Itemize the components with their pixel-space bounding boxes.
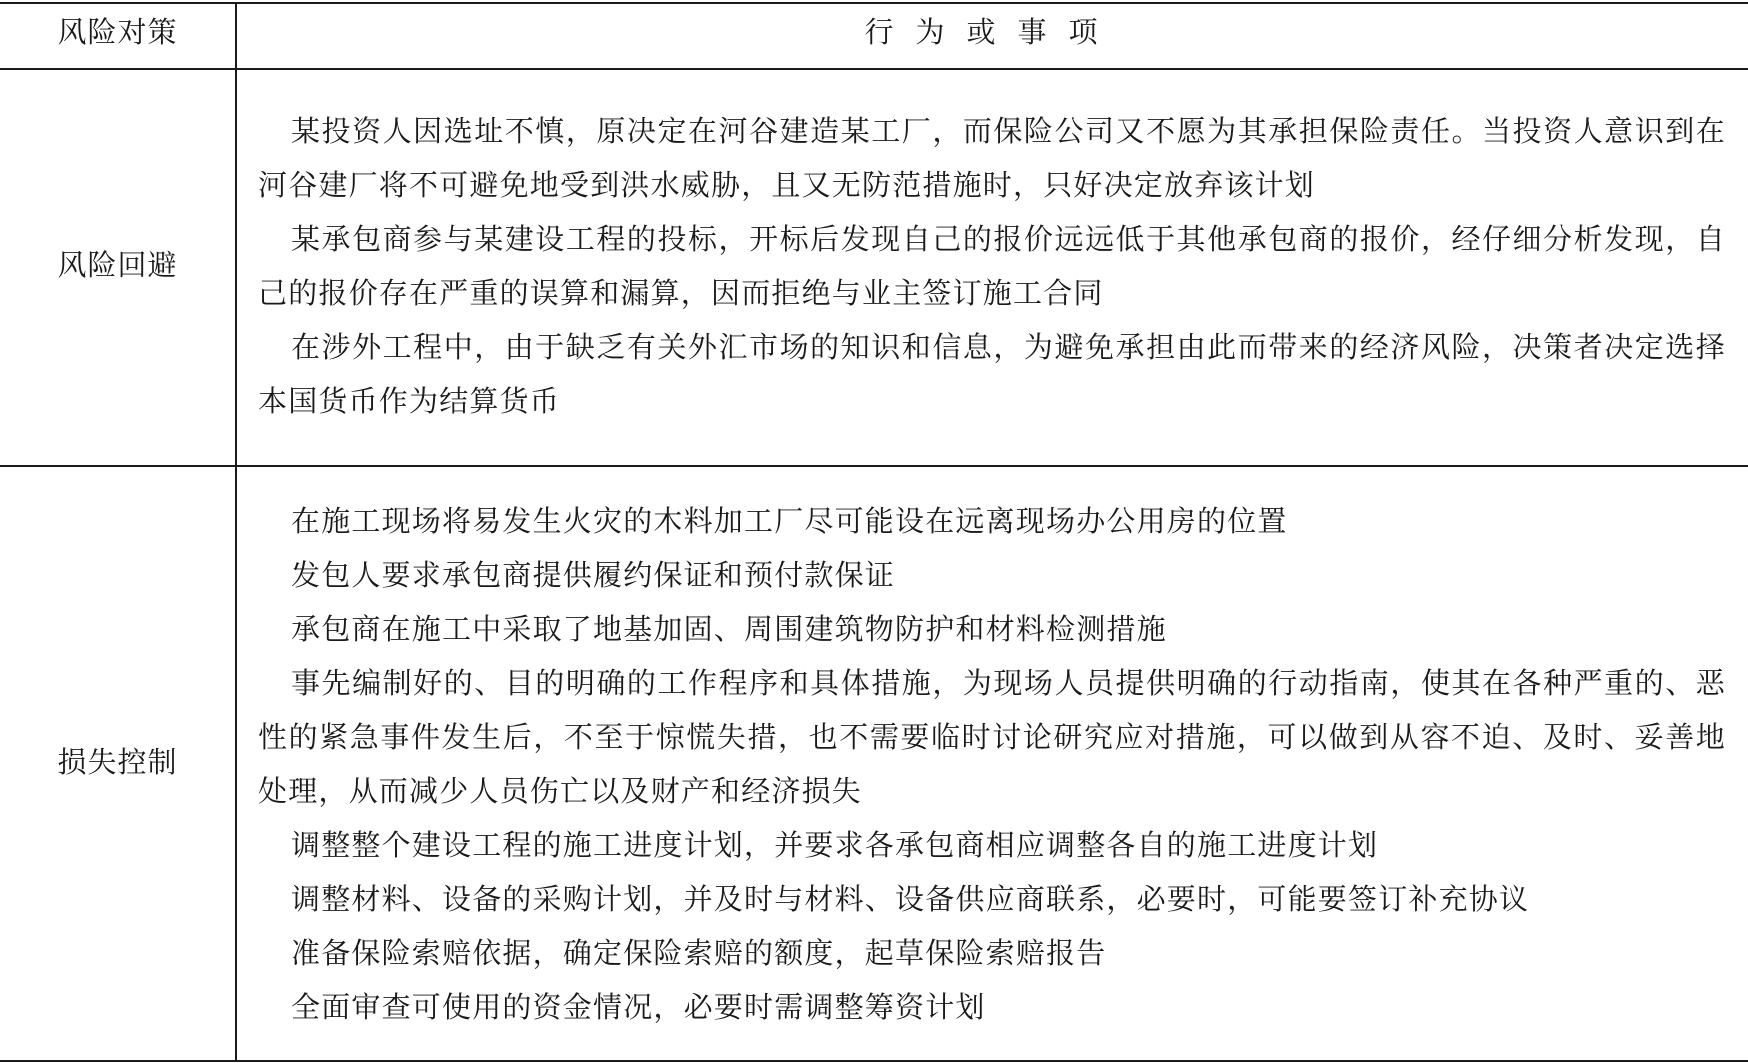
loss-control-items: [258, 494, 1726, 1034]
table-top-border: [0, 2, 1748, 4]
header-actions: 行为或事项: [864, 15, 1120, 49]
list-item: 在施工现场将易发生火灾的木料加工厂尽可能设在远离现场办公用房的位置: [291, 504, 1288, 538]
column-divider: [235, 3, 237, 1061]
avoidance-items: [258, 104, 1726, 428]
list-item: 承包商在施工中采取了地基加固、周围建筑物防护和材料检测措施: [291, 612, 1167, 646]
list-item: 某承包商参与某建设工程的投标，开标后发现自己的报价远远低于其他承包商的报价，经仔细分析发现，自己的报价存在严重的误算和漏算，因而拒绝与业主签订施工合同: [258, 222, 1726, 310]
list-item: 发包人要求承包商提供履约保证和预付款保证: [291, 558, 896, 592]
row-divider: [0, 465, 1748, 467]
header-divider: [0, 68, 1748, 70]
list-item: 调整整个建设工程的施工进度计划，并要求各承包商相应调整各自的施工进度计划: [291, 828, 1379, 862]
list-item: 某投资人因选址不慎，原决定在河谷建造某工厂，而保险公司又不愿为其承担保险责任。当投资人意识到在河谷建厂将不可避免地受到洪水威胁，且又无防范措施时，只好决定放弃该计划: [258, 114, 1726, 202]
list-item: 全面审查可使用的资金情况，必要时需调整筹资计划: [291, 990, 986, 1024]
table-bottom-border: [0, 1060, 1748, 1062]
list-item: 调整材料、设备的采购计划，并及时与材料、设备供应商联系，必要时，可能要签订补充协议: [291, 882, 1530, 916]
list-item: 在涉外工程中，由于缺乏有关外汇市场的知识和信息，为避免承担由此而带来的经济风险，决策者决定选择本国货币作为结算货币: [258, 330, 1726, 418]
list-item: 准备保险索赔依据，确定保险索赔的额度，起草保险索赔报告: [291, 936, 1107, 970]
list-item: 事先编制好的、目的明确的工作程序和具体措施，为现场人员提供明确的行动指南，使其在各种严重的、恶性的紧急事件发生后，不至于惊慌失措，也不需要临时讨论研究应对措施，可以做到从容不迫、及时、妥善地处理，从而减少人员伤亡以及财产和经济损失: [258, 666, 1726, 808]
strategy-risk-avoidance: 风险回避: [57, 248, 178, 282]
header-strategy: 风险对策: [57, 15, 178, 49]
strategy-loss-control: 损失控制: [57, 745, 178, 779]
